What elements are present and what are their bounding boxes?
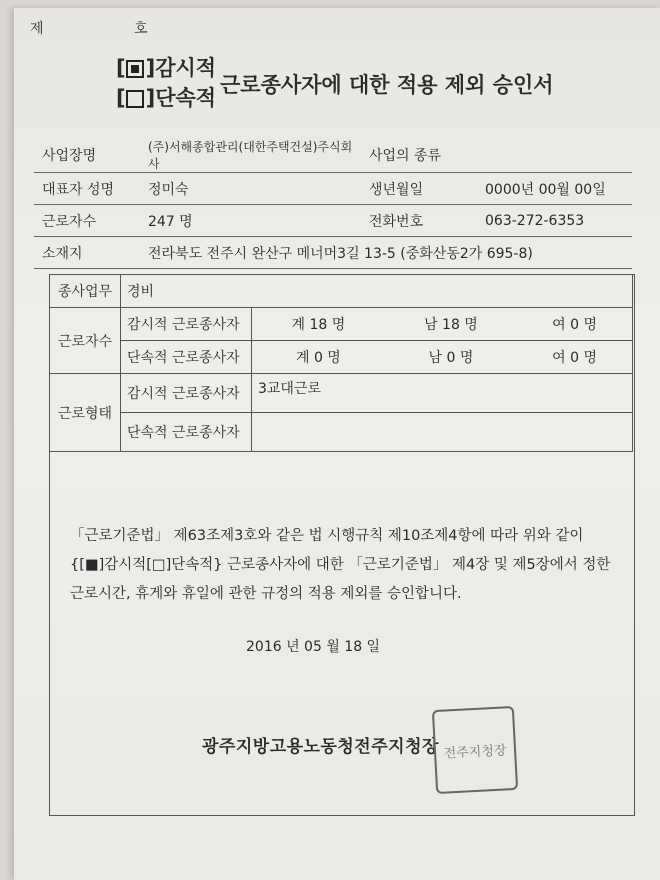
birth-date-value: 0000년 00월 00일	[477, 173, 632, 205]
table-row	[34, 205, 632, 237]
doc-number-suffix: 호	[134, 21, 148, 37]
supervised-male: 남 18 명	[385, 308, 517, 341]
workers-label: 근로자수	[34, 205, 140, 237]
address-value: 전라북도 전주시 완산구 메너머3길 13-5 (중화산동2가 695-8)	[140, 237, 632, 269]
issuer-name: 광주지방고용노동청전주지청장	[202, 737, 439, 757]
duty-label: 종사업무	[50, 275, 121, 308]
table-row	[50, 275, 633, 308]
intermittent-worker-label: 단속적 근로종사자	[121, 341, 252, 374]
approval-date: 2016 년 05 월 18 일	[246, 639, 381, 655]
table-row	[50, 413, 633, 452]
table-row	[34, 173, 632, 205]
intermittent-form-label: 단속적 근로종사자	[121, 413, 252, 452]
phone-label: 전화번호	[361, 205, 477, 237]
document-page	[14, 8, 660, 880]
title-supervised-option: [ ]감시적	[116, 56, 217, 80]
statement-line: 근로시간, 휴게와 휴일에 관한 규정의 적용 제외를 승인합니다.	[70, 586, 462, 602]
title-intermittent-option: [ ]단속적	[116, 86, 217, 110]
work-details-table	[49, 274, 633, 452]
worker-count-label: 근로자수	[50, 308, 121, 374]
workers-value: 247 명	[140, 205, 361, 237]
statement-line: 「근로기준법」 제63조제3호와 같은 법 시행규칙 제10조제4항에 따라 위와 같이	[70, 528, 584, 544]
table-row	[34, 138, 632, 173]
phone-value: 063-272-6353	[477, 205, 632, 237]
supervised-worker-label: 감시적 근로종사자	[121, 308, 252, 341]
supervised-form-value: 3교대근로	[252, 374, 633, 413]
supervised-total: 계 18 명	[252, 308, 385, 341]
approval-statement	[70, 522, 620, 609]
work-form-label: 근로형태	[50, 374, 121, 452]
intermittent-male: 남 0 명	[385, 341, 517, 374]
business-type-value	[477, 138, 632, 173]
supervised-female: 여 0 명	[517, 308, 632, 341]
business-name-label: 사업장명	[34, 138, 140, 173]
unchecked-box-icon	[126, 90, 144, 108]
supervised-form-label: 감시적 근로종사자	[121, 374, 252, 413]
page-title: 근로종사자에 대한 적용 제외 승인서	[220, 73, 554, 97]
table-row	[34, 237, 632, 269]
checked-box-icon	[126, 60, 144, 78]
statement-line: {[■]감시적[□]단속적} 근로종사자에 대한 「근로기준법」 제4장 및 제5장에서 정한	[70, 557, 611, 573]
representative-value: 정미숙	[140, 173, 361, 205]
business-name-value: (주)서해종합관리(대한주택건설)주식회사	[140, 138, 361, 173]
table-row	[50, 341, 633, 374]
official-seal: 전주지청장	[432, 706, 518, 794]
table-row	[50, 308, 633, 341]
address-label: 소재지	[34, 237, 140, 269]
table-row	[50, 374, 633, 413]
birth-date-label: 생년월일	[361, 173, 477, 205]
intermittent-total: 계 0 명	[252, 341, 385, 374]
business-type-label: 사업의 종류	[361, 138, 477, 173]
duty-value: 경비	[121, 275, 633, 308]
doc-number-label: 제	[30, 21, 44, 37]
intermittent-female: 여 0 명	[517, 341, 632, 374]
intermittent-form-value	[252, 413, 633, 452]
business-info-table	[34, 138, 632, 269]
representative-label: 대표자 성명	[34, 173, 140, 205]
